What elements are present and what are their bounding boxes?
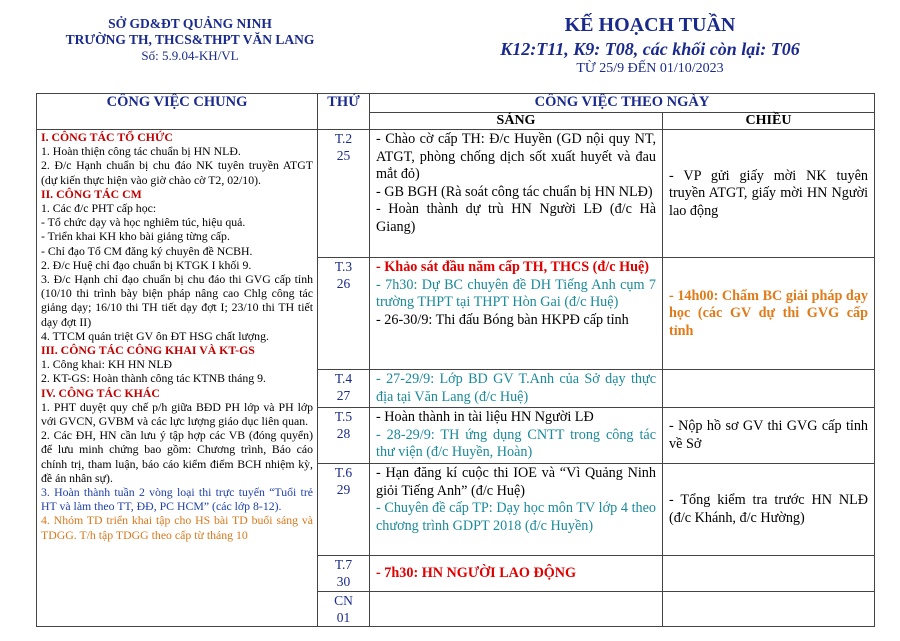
section-heading: III. CÔNG TÁC CÔNG KHAI VÀ KT-GS <box>41 343 255 358</box>
day-date: 25 <box>336 148 351 163</box>
weekly-plan-table <box>36 93 875 627</box>
section-heading: IV. CÔNG TÁC KHÁC <box>41 385 160 400</box>
plan-subtitle: K12:T11, K9: T08, các khối còn lại: T06 <box>500 39 800 59</box>
morning-cell <box>370 370 663 408</box>
plan-title: KẾ HOẠCH TUẦN <box>564 14 736 36</box>
day-cell <box>318 464 370 556</box>
afternoon-task: - VP gửi giấy mời NK tuyên truyền ATGT, giấy mời HN Người lao động <box>669 167 869 219</box>
day-label: T.2 <box>334 131 353 146</box>
morning-cell <box>370 556 663 592</box>
day-cell <box>318 370 370 408</box>
general-task-item: 1. Hoàn thiện công tác chuẩn bị HN NLĐ. <box>41 144 241 159</box>
table-header-row <box>37 94 875 113</box>
day-date: 29 <box>336 482 351 497</box>
morning-cell <box>370 464 663 556</box>
header-left <box>40 16 340 64</box>
day-cell <box>318 556 370 592</box>
morning-task: - Chào cờ cấp TH: Đ/c Huyền (GD nội quy NT, ATGT, phòng chống dịch sốt xuất huyết và đau mắt đỏ) <box>376 131 656 183</box>
table-row <box>37 130 875 258</box>
general-task-item: 2. Các ĐH, HN cần lưu ý tập hợp các VB (đóng quyển) để lưu minh chứng bao gồm: Chương trình, Báo cáo chính trị, tham luận, báo cáo kiểm điểm BCH nhiệm kỳ, đề án nhân sự). <box>41 428 313 485</box>
morning-task: - 28-29/9: TH ứng dụng CNTT trong công tác thư viện (đ/c Huyền, Hoàn) <box>376 426 656 461</box>
afternoon-cell <box>663 592 875 627</box>
afternoon-cell <box>663 408 875 464</box>
general-task-item: 1. PHT duyệt quy chế p/h giữa BĐD PH lớp và PH lớp với GVCN, GVBM và các lực lượng giáo dục liên quan. <box>41 399 313 429</box>
day-cell <box>318 592 370 627</box>
day-cell <box>318 258 370 370</box>
afternoon-task: - Tổng kiểm tra trước HN NLĐ (đ/c Khánh, đ/c Hường) <box>669 492 869 526</box>
general-task-item: 2. Đ/c Hạnh chuẩn bị chu đáo NK tuyên truyền ATGT (dự kiến thực hiện vào giờ chào cờ T2, 02/10). <box>41 158 313 187</box>
afternoon-cell <box>663 556 875 592</box>
day-date: 26 <box>336 276 351 291</box>
general-task-item: - Chỉ đạo Tổ CM đăng ký chuyên đề NCBH. <box>41 243 253 258</box>
general-task-item: 3. Đ/c Hạnh chỉ đạo chuẩn bị chu đáo thi GVG cấp tỉnh (10/10 thi trình bày biện pháp nâng cao Chlg công tác giảng dạy; 16/10 thi TH tiết dạy đợt I; 23/10 thi TH tiết dạy đợt II) <box>41 272 313 329</box>
day-date: 01 <box>336 610 351 625</box>
general-task-item: 3. Hoàn thành tuần 2 vòng loại thi trực tuyến “Tuổi trẻ HT và làm theo TT, ĐĐ, PC HCM” (các lớp 8-12). <box>41 485 313 514</box>
section-heading: I. CÔNG TÁC TỔ CHỨC <box>41 130 173 144</box>
header-right <box>400 12 900 78</box>
afternoon-task: - Nộp hồ sơ GV thi GVG cấp tỉnh về Sở <box>669 418 869 452</box>
day-date: 30 <box>336 574 351 589</box>
school-name: TRƯỜNG TH, THCS&THPT VĂN LANG <box>65 32 315 47</box>
day-cell <box>318 130 370 258</box>
document-number: Số: 5.9.04-KH/VL <box>141 48 239 63</box>
morning-task: - Hạn đăng kí cuộc thi IOE và “Vì Quảng Ninh giỏi Tiếng Anh” (đ/c Huệ) <box>376 465 656 499</box>
general-task-item: 4. TTCM quán triệt GV ôn ĐT HSG chất lượng. <box>41 328 269 343</box>
section-heading: II. CÔNG TÁC CM <box>41 186 142 201</box>
plan-date-range: TỪ 25/9 ĐẾN 01/10/2023 <box>576 61 724 76</box>
general-task-item: - Tổ chức dạy và học nghiêm túc, hiệu quả. <box>41 215 246 230</box>
day-date: 27 <box>336 388 351 403</box>
department-name: SỞ GD&ĐT QUẢNG NINH <box>108 16 272 31</box>
morning-task: - Khảo sát đầu năm cấp TH, THCS (đ/c Huệ) <box>376 259 650 275</box>
morning-cell <box>370 258 663 370</box>
morning-task: - Hoàn thành in tài liệu HN Người LĐ <box>376 409 594 425</box>
general-task-item: 4. Nhóm TD triển khai tập cho HS bài TD buổi sáng và TDGG. T/h tập TDGG theo cấp từ tháng 10 <box>41 513 313 542</box>
morning-task: - Chuyên đề cấp TP: Dạy học môn TV lớp 4 theo chương trình GDPT 2018 (đ/c Huyền) <box>376 500 656 534</box>
afternoon-cell <box>663 258 875 370</box>
morning-task: - 7h30: Dự BC chuyên đề DH Tiếng Anh cụm 7 trường THPT tại THPT Hòn Gai (đ/c Huệ) <box>376 276 656 311</box>
day-label: T.3 <box>334 259 353 274</box>
morning-task: - 7h30: HN NGƯỜI LAO ĐỘNG <box>376 565 577 582</box>
afternoon-cell <box>663 464 875 556</box>
morning-task: - 26-30/9: Thi đấu Bóng bàn HKPĐ cấp tỉnh <box>376 311 629 328</box>
morning-task: - Hoàn thành dự trù HN Người LĐ (đ/c Hà Giang) <box>376 201 656 235</box>
day-label: CN <box>334 593 353 608</box>
general-task-item: 1. Công khai: KH HN NLĐ <box>41 357 173 372</box>
col-day-header: THỨ <box>318 94 370 130</box>
general-tasks-cell <box>37 130 318 627</box>
morning-cell <box>370 408 663 464</box>
col-general-header: CÔNG VIỆC CHUNG <box>37 94 318 130</box>
afternoon-cell <box>663 370 875 408</box>
afternoon-task: - 14h00: Chấm BC giải pháp dạy học (các GV dự thi GVG cấp tỉnh <box>669 287 869 339</box>
col-morning-header: SÁNG <box>370 113 663 130</box>
day-date: 28 <box>336 426 351 441</box>
morning-cell <box>370 130 663 258</box>
day-label: T.5 <box>334 409 353 424</box>
day-label: T.4 <box>334 371 353 386</box>
general-task-item: 2. KT-GS: Hoàn thành công tác KTNB tháng 9. <box>41 371 266 386</box>
morning-cell <box>370 592 663 627</box>
general-task-item: 2. Đ/c Huệ chỉ đạo chuẩn bị KTGK I khối 9. <box>41 257 252 272</box>
afternoon-cell <box>663 130 875 258</box>
day-label: T.6 <box>334 465 353 480</box>
col-afternoon-header: CHIỀU <box>663 113 875 130</box>
morning-task: - GB BGH (Rà soát công tác chuẩn bị HN NLĐ) <box>376 183 653 200</box>
day-cell <box>318 408 370 464</box>
general-task-item: 1. Các đ/c PHT cấp học: <box>41 201 157 216</box>
morning-task: - 27-29/9: Lớp BD GV T.Anh của Sở dạy thực địa tại Văn Lang (đ/c Huệ) <box>376 371 656 405</box>
general-task-item: - Triển khai KH kho bài giảng từng cấp. <box>41 229 230 244</box>
day-label: T.7 <box>334 557 353 572</box>
col-daily-header: CÔNG VIỆC THEO NGÀY <box>370 94 875 113</box>
